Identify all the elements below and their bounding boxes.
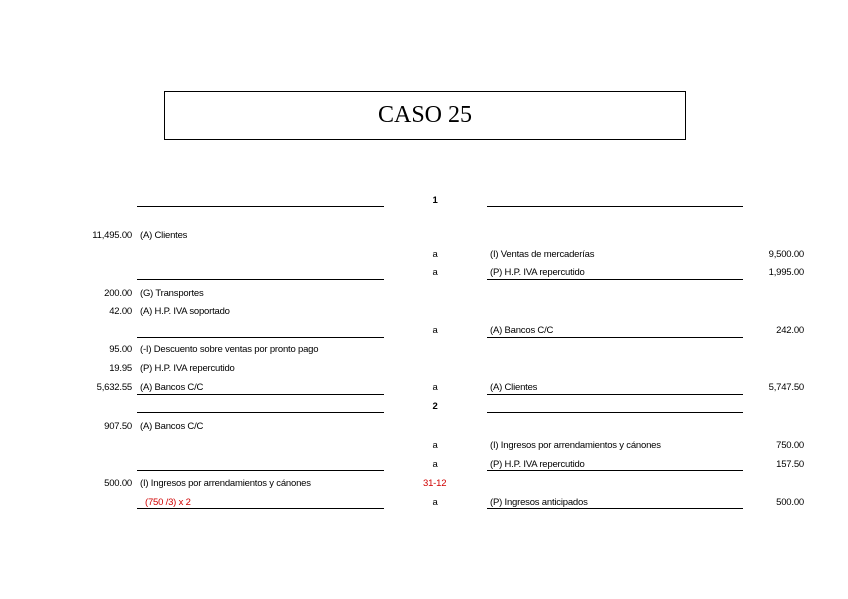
debit-amount: 42.00	[109, 306, 132, 317]
credit-amount: 242.00	[776, 325, 804, 336]
credit-amount: 5,747.50	[768, 382, 804, 393]
underline-left	[137, 508, 384, 509]
a-connector: a	[432, 249, 438, 260]
header-line-left	[137, 412, 384, 413]
underline-right	[487, 470, 743, 471]
credit-amount: 500.00	[776, 497, 804, 508]
calculation-note: (750 /3) x 2	[145, 497, 191, 508]
credit-amount: 1,995.00	[768, 267, 804, 278]
entry-number: 2	[432, 401, 438, 412]
credit-amount: 157.50	[776, 459, 804, 470]
underline-left	[137, 337, 384, 338]
underline-right	[487, 279, 743, 280]
credit-account: (I) Ventas de mercaderías	[490, 249, 595, 260]
debit-account: (A) H.P. IVA soportado	[140, 306, 230, 317]
a-connector: a	[432, 325, 438, 336]
credit-amount: 9,500.00	[768, 249, 804, 260]
header-line-right	[487, 412, 743, 413]
debit-account: (A) Bancos C/C	[140, 421, 204, 432]
credit-account: (I) Ingresos por arrendamientos y cánones	[490, 440, 661, 451]
underline-left	[137, 394, 384, 395]
header-line-left	[137, 206, 384, 207]
underline-right	[487, 508, 743, 509]
debit-account: (A) Bancos C/C	[140, 382, 204, 393]
header-line-right	[487, 206, 743, 207]
debit-amount: 19.95	[109, 363, 132, 374]
underline-right	[487, 337, 743, 338]
underline-left	[137, 279, 384, 280]
credit-amount: 750.00	[776, 440, 804, 451]
a-connector: a	[432, 459, 438, 470]
credit-account: (P) Ingresos anticipados	[490, 497, 588, 508]
credit-account: (P) H.P. IVA repercutido	[490, 267, 585, 278]
debit-amount: 11,495.00	[92, 230, 132, 241]
credit-account: (A) Bancos C/C	[490, 325, 554, 336]
a-connector: a	[432, 497, 438, 508]
a-connector: a	[432, 382, 438, 393]
a-connector: a	[432, 440, 438, 451]
credit-account: (P) H.P. IVA repercutido	[490, 459, 585, 470]
a-connector: a	[432, 267, 438, 278]
entry-number: 1	[432, 195, 438, 206]
debit-account: (-I) Descuento sobre ventas por pronto pago	[140, 344, 319, 355]
debit-account: (A) Clientes	[140, 230, 188, 241]
debit-amount: 5,632.55	[96, 382, 132, 393]
credit-account: (A) Clientes	[490, 382, 538, 393]
debit-amount: 907.50	[104, 421, 132, 432]
underline-left	[137, 470, 384, 471]
debit-account: (G) Transportes	[140, 288, 204, 299]
title-box	[164, 91, 686, 140]
debit-account: (I) Ingresos por arrendamientos y cánones	[140, 478, 311, 489]
date-label: 31-12	[423, 478, 447, 489]
underline-right	[487, 394, 743, 395]
debit-account: (P) H.P. IVA repercutido	[140, 363, 235, 374]
debit-amount: 95.00	[109, 344, 132, 355]
page-title: CASO 25	[377, 102, 473, 128]
debit-amount: 500.00	[104, 478, 132, 489]
debit-amount: 200.00	[104, 288, 132, 299]
